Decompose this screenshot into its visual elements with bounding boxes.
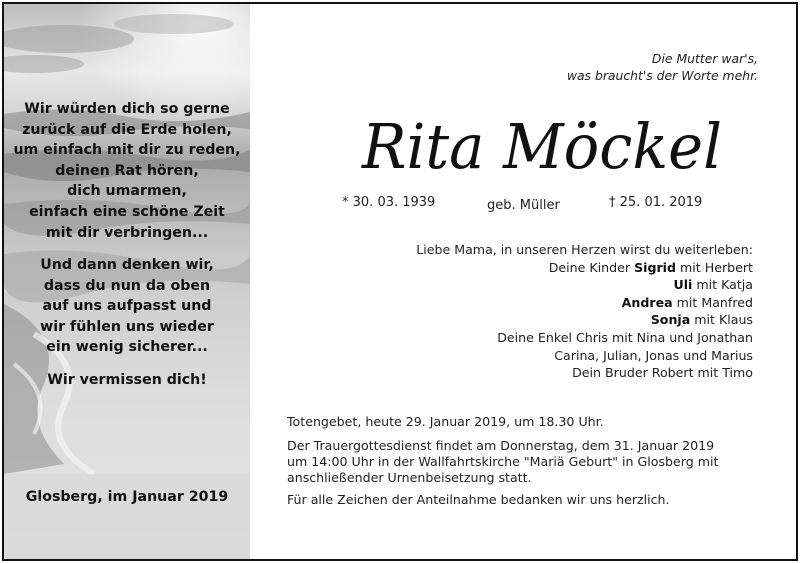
child-name: Sigrid xyxy=(634,259,677,275)
service-notice xyxy=(287,438,767,486)
poem-line: zurück auf die Erde holen, xyxy=(22,121,232,138)
funeral-info xyxy=(287,414,767,516)
grandchildren-line: Deine Enkel Chris mit Nina und Jonathan xyxy=(497,329,753,345)
quote-line: was braucht's der Worte mehr. xyxy=(566,68,758,83)
beach-photo-panel xyxy=(4,4,250,559)
family-intro: Liebe Mama, in unseren Herzen wirst du weiterleben: xyxy=(416,242,753,257)
poem-line: deinen Rat hören, xyxy=(55,162,199,179)
quote-line: Die Mutter war's, xyxy=(651,51,758,66)
family-row-child xyxy=(416,294,753,312)
poem-line: Und dann denken wir, xyxy=(40,257,214,273)
deceased-name xyxy=(352,100,732,190)
child-partner: mit Herbert xyxy=(680,259,753,275)
thanks-notice: Für alle Zeichen der Anteilnahme bedanken wir uns herzlich. xyxy=(287,492,670,507)
brother-line: Dein Bruder Robert mit Timo xyxy=(572,365,753,381)
family-row-child xyxy=(416,276,753,294)
service-line: um 14:00 Uhr in der Wallfahrtskirche "Mariä Geburt" in Glosberg mit xyxy=(287,454,719,469)
place-date: Glosberg, im Januar 2019 xyxy=(25,489,229,505)
poem-stanza-1 xyxy=(8,99,246,243)
poem-closing xyxy=(8,370,246,391)
poem-line: Wir würden dich so gerne xyxy=(24,101,230,117)
child-partner: mit Katja xyxy=(696,277,753,293)
child-name: Sonja xyxy=(650,312,691,328)
service-line: Der Trauergottesdienst findet am Donnerstag, dem 31. Januar 2019 xyxy=(287,438,715,453)
poem-line: dich umarmen, xyxy=(67,183,187,200)
grandchildren-line: Carina, Julian, Jonas und Marius xyxy=(554,347,753,363)
poem-line: um einfach mit dir zu reden, xyxy=(13,142,241,159)
child-name: Uli xyxy=(673,277,693,293)
birth-date: * 30. 03. 1939 xyxy=(342,195,436,210)
prayer-notice: Totengebet, heute 29. Januar 2019, um 18.30 Uhr. xyxy=(287,414,604,429)
family-list xyxy=(416,241,753,382)
family-row-child xyxy=(416,259,753,277)
child-partner: mit Klaus xyxy=(694,312,753,328)
child-partner: mit Manfred xyxy=(676,294,753,310)
poem-line: ein wenig sicherer... xyxy=(46,339,208,356)
children-prefix: Deine Kinder xyxy=(548,259,631,275)
poem-line: mit dir verbringen... xyxy=(45,224,209,241)
poem-line: einfach eine schöne Zeit xyxy=(29,203,225,220)
poem-line: Wir vermissen dich! xyxy=(47,372,207,388)
child-name: Andrea xyxy=(621,294,673,310)
poem-line: auf uns aufpasst und xyxy=(42,298,212,315)
deceased-name-text: Rita Möckel xyxy=(361,110,722,183)
obituary-card xyxy=(2,2,798,561)
service-line: anschließender Urnenbeisetzung statt. xyxy=(287,470,532,485)
maiden-name: geb. Müller xyxy=(487,198,560,213)
poem-line: dass du nun da oben xyxy=(43,277,211,294)
quote xyxy=(567,50,758,84)
poem-stanza-2 xyxy=(8,255,246,358)
death-date: † 25. 01. 2019 xyxy=(609,195,703,210)
family-row-child xyxy=(416,311,753,329)
poem-line: wir fühlen uns wieder xyxy=(40,318,214,335)
